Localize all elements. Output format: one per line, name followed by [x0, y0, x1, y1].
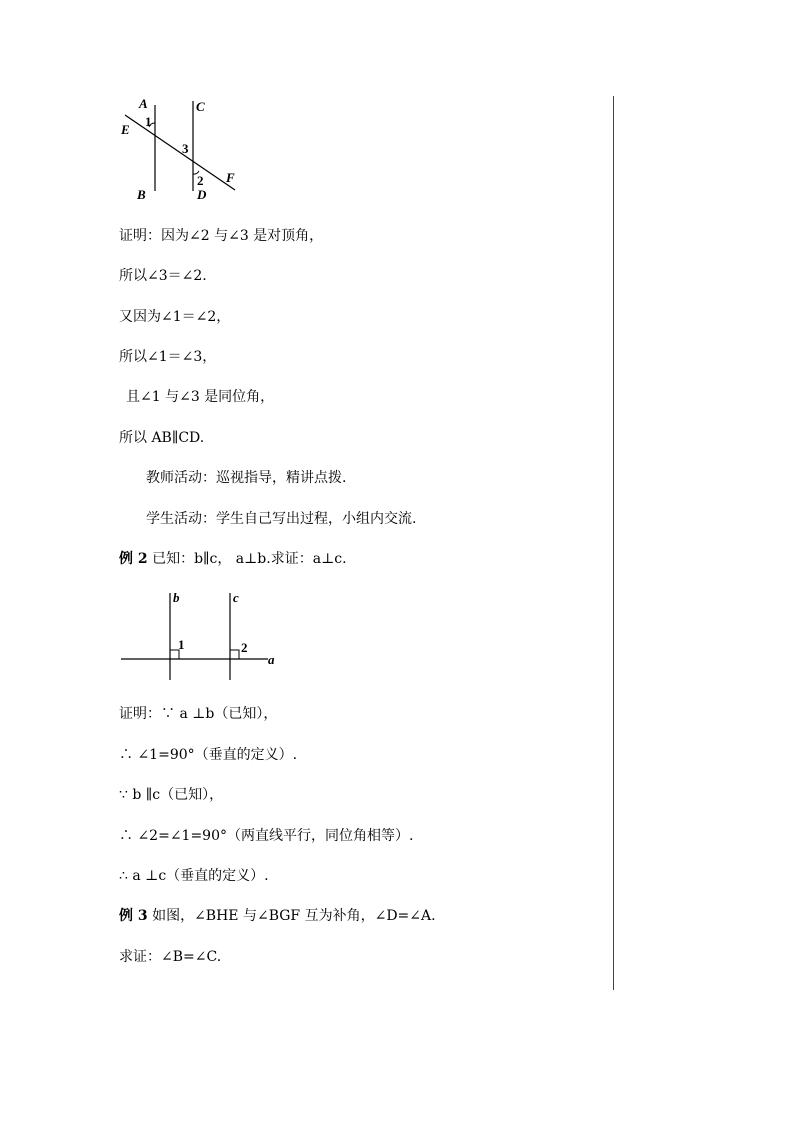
line-ef [125, 115, 235, 190]
label-d: D [197, 187, 207, 202]
example3-statement [119, 907, 436, 925]
example2-statement [119, 550, 347, 568]
proof1-line-5: 且∠1 与∠3 是同位角， [126, 389, 275, 405]
student-activity: 学生活动：学生自己写出过程，小组内交流. [146, 511, 417, 527]
right-angle-2 [230, 650, 239, 659]
proof1-line-1: 证明：因为∠2 与∠3 是对顶角， [119, 228, 324, 244]
label-2: 2 [197, 173, 204, 188]
label-1: 1 [145, 114, 152, 129]
proof1-line-6: 所以 AB∥CD. [119, 430, 205, 446]
example3-prove: 求证：∠B=∠C. [119, 949, 222, 965]
proof1-line-2: 所以∠3＝∠2. [119, 268, 207, 284]
proof2-line-5: ∴ a ⊥c（垂直的定义）. [119, 868, 269, 884]
label-e: E [121, 122, 130, 137]
label-f: F [226, 170, 235, 185]
proof2-line-4: ∴ ∠2=∠1=90°（两直线平行，同位角相等）. [119, 828, 414, 844]
label-angle-2: 2 [241, 640, 248, 655]
example2-text: 已知：b∥c， a⊥b.求证：a⊥c. [147, 551, 347, 567]
figure-perpendicular-parallel [118, 588, 283, 683]
label-b: B [137, 187, 146, 202]
label-a-line: a [268, 652, 275, 667]
label-c-line: c [233, 590, 239, 605]
teacher-activity: 教师活动：巡视指导，精讲点拨. [146, 470, 347, 486]
proof1-line-4: 所以∠1＝∠3， [119, 349, 217, 365]
example3-label: 例 3 [119, 908, 148, 924]
proof1-line-3: 又因为∠1＝∠2， [119, 309, 231, 325]
example2-label: 例 2 [119, 551, 148, 567]
proof2-line-2: ∴ ∠1=90°（垂直的定义）. [119, 747, 298, 763]
figure-parallel-lines-transversal [115, 95, 245, 205]
label-3: 3 [182, 141, 189, 156]
label-c: C [196, 99, 205, 114]
page-right-rule [613, 96, 614, 990]
example3-text: 如图，∠BHE 与∠BGF 互为补角，∠D=∠A. [147, 908, 436, 924]
label-a: A [139, 96, 148, 111]
proof2-line-1: 证明：∵ a ⊥b（已知）， [119, 706, 278, 722]
label-b-line: b [173, 590, 180, 605]
proof2-line-3: ∵ b ∥c（已知）， [119, 787, 224, 803]
label-angle-1: 1 [178, 637, 185, 652]
